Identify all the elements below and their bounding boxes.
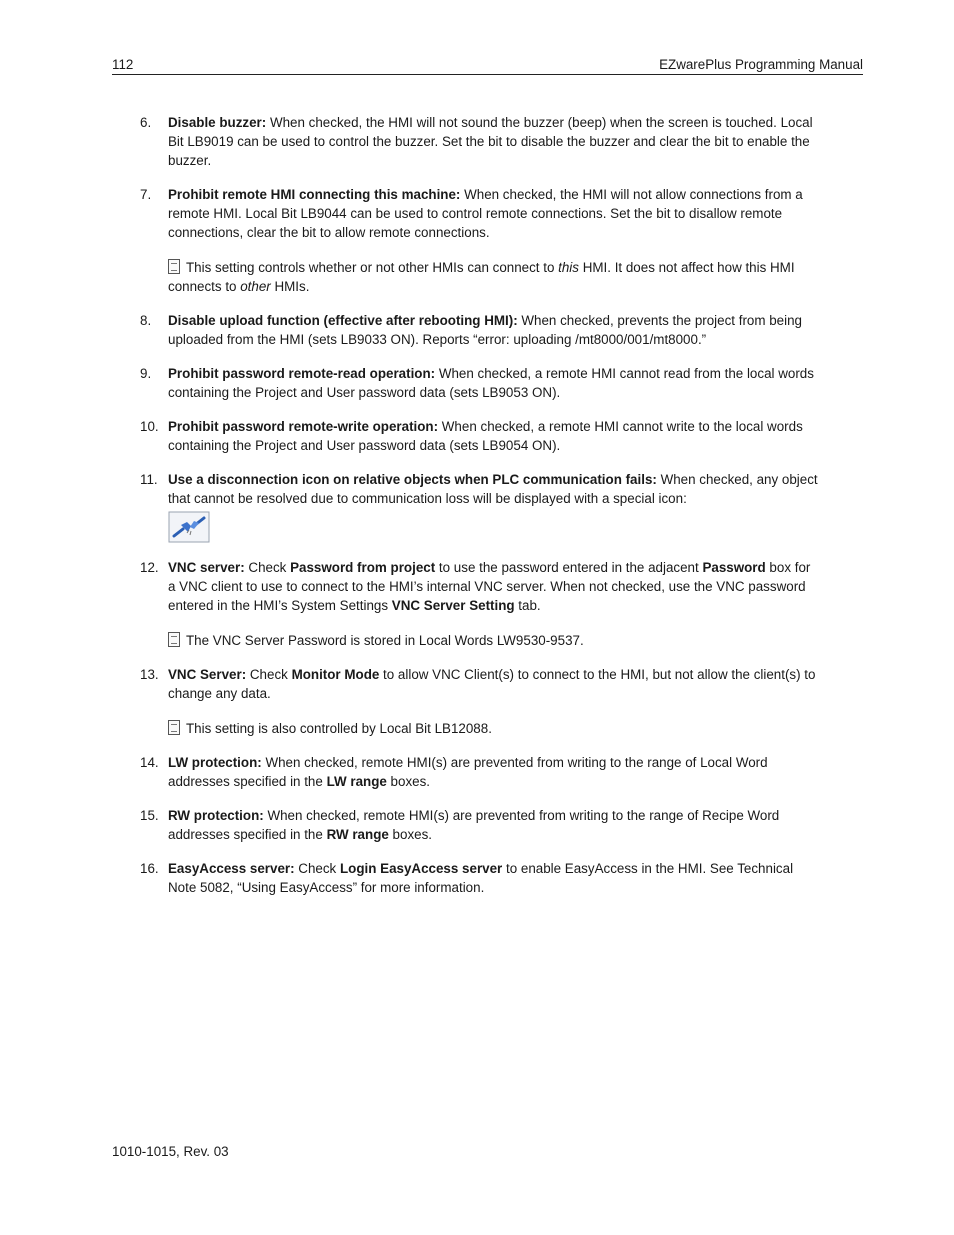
text-run: When checked, a remote HMI cannot read from the local words containing the Project and User password data (sets LB9053 ON). <box>168 366 814 400</box>
page-number: 112 <box>112 57 134 72</box>
note-icon <box>168 632 180 647</box>
text-run: to use the password entered in the adjacent <box>435 560 703 575</box>
bold-term: Disable buzzer: <box>168 115 267 130</box>
bold-term: Disable upload function (effective after rebooting HMI): <box>168 313 518 328</box>
list-item <box>140 311 820 349</box>
bold-term: Password from project <box>290 560 436 575</box>
note-icon <box>168 720 180 735</box>
bold-term: Prohibit password remote-write operation: <box>168 419 439 434</box>
bold-term: Prohibit remote HMI connecting this machine: <box>168 187 461 202</box>
page-header <box>112 56 863 75</box>
list-item <box>140 665 820 738</box>
item-number: 10. <box>140 419 159 434</box>
item-text <box>168 364 820 402</box>
note <box>168 258 820 296</box>
text-run: When checked, a remote HMI cannot write to the local words containing the Project and User password data (sets LB9054 ON). <box>168 419 803 453</box>
text-run: This setting is also controlled by Local Bit LB12088. <box>186 721 492 736</box>
list-item <box>140 113 820 170</box>
text-run: This setting controls whether or not other HMIs can connect to <box>186 260 559 275</box>
item-number: 15. <box>140 808 159 823</box>
item-number: 9. <box>140 366 152 381</box>
bold-term: VNC Server Setting <box>391 598 515 613</box>
text-run: When checked, remote HMI(s) are prevented from writing to the range of Recipe Word addresses specified in the <box>168 808 780 842</box>
item-text <box>168 113 820 170</box>
bold-term: EasyAccess server: <box>168 861 295 876</box>
note <box>168 631 820 650</box>
text-run: Check <box>244 560 291 575</box>
bold-term: RW protection: <box>168 808 264 823</box>
item-number: 6. <box>140 115 152 130</box>
text-run: box for a VNC client to use to connect to the HMI’s internal VNC server. When not checked, use the VNC password entered in the HMI’s System Settings <box>168 560 811 613</box>
text-run: boxes. <box>388 827 433 842</box>
item-text <box>168 470 820 508</box>
text-run: tab. <box>514 598 541 613</box>
text-run: boxes. <box>386 774 431 789</box>
item-number: 7. <box>140 187 152 202</box>
emphasis-text: this <box>558 260 579 275</box>
text-run: to enable EasyAccess in the HMI. See Technical Note 5082, “Using EasyAccess” for more information. <box>168 861 794 895</box>
list-item <box>140 753 820 791</box>
item-text <box>168 859 820 897</box>
text-run: Check <box>294 861 340 876</box>
emphasis-text: other <box>240 279 271 294</box>
bold-term: LW protection: <box>168 755 262 770</box>
disconnection-icon <box>168 511 210 543</box>
item-text <box>168 665 820 703</box>
numbered-list <box>140 113 820 912</box>
item-text <box>168 753 820 791</box>
list-item <box>140 470 820 543</box>
item-text <box>168 311 820 349</box>
item-text <box>168 558 820 615</box>
bold-term: Monitor Mode <box>291 667 380 682</box>
manual-title: EZwarePlus Programming Manual <box>659 57 863 72</box>
note <box>168 719 820 738</box>
list-item <box>140 185 820 296</box>
text-run: When checked, remote HMI(s) are prevented from writing to the range of Local Word addresses specified in the <box>168 755 768 789</box>
list-item <box>140 364 820 402</box>
item-number: 11. <box>140 472 158 487</box>
text-run: When checked, the HMI will not sound the buzzer (beep) when the screen is touched. Local Bit LB9019 can be used to control the buzzer. Set the bit to disable the buzzer and clear the bit to enable the buzzer. <box>168 115 813 168</box>
list-item <box>140 806 820 844</box>
item-text <box>168 417 820 455</box>
item-number: 13. <box>140 667 159 682</box>
list-item <box>140 558 820 650</box>
item-number: 14. <box>140 755 159 770</box>
text-run: The VNC Server Password is stored in Local Words LW9530-9537. <box>186 633 584 648</box>
bold-term: Use a disconnection icon on relative objects when PLC communication fails: <box>168 472 657 487</box>
text-run: HMIs. <box>270 279 310 294</box>
bold-term: LW range <box>326 774 387 789</box>
item-number: 16. <box>140 861 159 876</box>
text-run: When checked, any object that cannot be resolved due to communication loss will be displayed with a special icon: <box>168 472 818 506</box>
document-revision: 1010-1015, Rev. 03 <box>112 1144 229 1159</box>
item-text <box>168 185 820 242</box>
item-number: 12. <box>140 560 159 575</box>
list-item <box>140 859 820 897</box>
bold-term: Prohibit password remote-read operation: <box>168 366 436 381</box>
bold-term: Login EasyAccess server <box>339 861 503 876</box>
bold-term: Password <box>702 560 766 575</box>
list-item <box>140 417 820 455</box>
text-run: Check <box>246 667 292 682</box>
bold-term: RW range <box>326 827 389 842</box>
item-number: 8. <box>140 313 152 328</box>
item-text <box>168 806 820 844</box>
text-run: When checked, prevents the project from being uploaded from the HMI (sets LB9033 ON). Reports “error: uploading /mt8000/001/mt8000.” <box>168 313 803 347</box>
bold-term: VNC Server: <box>168 667 247 682</box>
bold-term: VNC server: <box>168 560 245 575</box>
text-run: to allow VNC Client(s) to connect to the HMI, but not allow the client(s) to change any data. <box>168 667 816 701</box>
text-run: HMI. It does not affect how this HMI connects to <box>168 260 795 294</box>
text-run: When checked, the HMI will not allow connections from a remote HMI. Local Bit LB9044 can be used to control remote connections. Set the bit to disallow remote connections, clear the bit to allow remote connections. <box>168 187 803 240</box>
note-icon <box>168 259 180 274</box>
